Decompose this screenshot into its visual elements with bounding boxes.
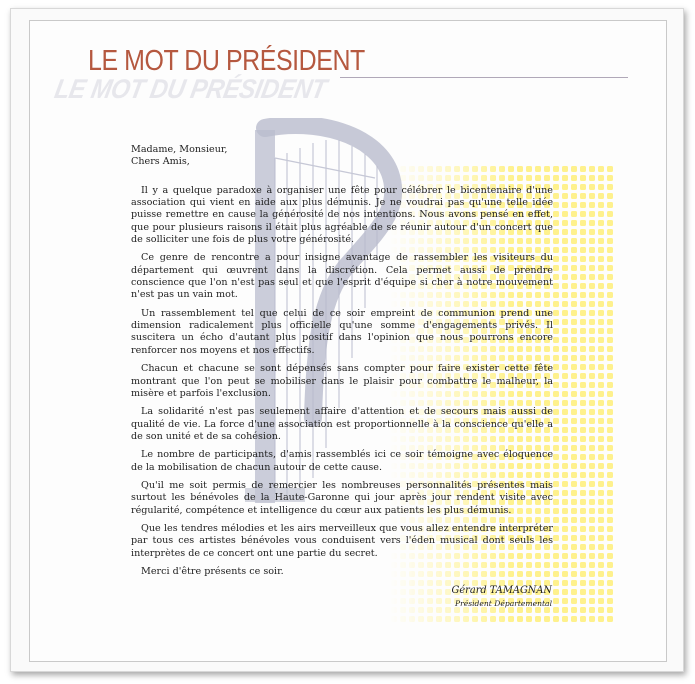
- title-divider: [340, 77, 628, 78]
- paragraph: Que les tendres mélodies et les airs merveilleux que vous allez entendre interpréter par tous ces artistes bénévoles vous conduisent vers l'éden musical dont seuls les interprètes de ce concert ont une partie du secret.: [131, 522, 553, 559]
- title-echo: LE MOT DU PRÉSIDENT: [52, 74, 329, 104]
- signer-role: Président Départemental: [454, 599, 552, 608]
- greeting-line: Madame, Monsieur,: [131, 144, 228, 155]
- paragraph: Le nombre de participants, d'amis rassemblés ici ce soir témoigne avec éloquence de la mobilisation de chacun autour de cette cause.: [131, 449, 553, 473]
- page-title: LE MOT DU PRÉSIDENT: [88, 45, 365, 77]
- paragraph: Chacun et chacune se sont dépensés sans compter pour faire exister cette fête montrant que l'on peut se mobiliser dans le plaisir pour combattre le malheur, la misère et parfois l'exclusion.: [131, 363, 553, 399]
- greeting-line: Chers Amis,: [131, 156, 190, 168]
- letter-body: [131, 144, 553, 584]
- paragraph: La solidarité n'est pas seulement affaire d'attention et de secours mais aussi de qualité de vie. La force d'une association est proportionnelle à la conscience qu'elle a de son unité et de sa cohésion.: [131, 406, 553, 442]
- paragraph: Ce genre de rencontre a pour insigne avantage de rassembler les visiteurs du département qui œuvrent dans la discrétion. Cela permet aussi de prendre conscience que l'on n'est pas seul et que l'esprit d'équipe si cher à notre mouvement n'est pas un vain mot.: [131, 252, 553, 301]
- signer-name: Gérard TAMAGNAN: [451, 585, 552, 596]
- paragraph: Un rassemblement tel que celui de ce soir empreint de communion prend une dimension radicalement plus officielle qu'une somme d'engagements privés. Il suscitera un écho d'autant plus positif dans l'opinion que nous pourrons encore renforcer nos moyens et nos effectifs.: [131, 307, 553, 356]
- paragraph: Qu'il me soit permis de remercier les nombreuses personnalités présentes mais surtout les bénévoles de la Haute-Garonne qui jour après jour rendent visite avec régularité, compétence et intelligence du cœur aux patients les plus démunis.: [131, 479, 553, 516]
- paragraph: Merci d'être présents ce soir.: [141, 565, 284, 577]
- signature: [452, 585, 552, 608]
- paragraph: Il y a quelque paradoxe à organiser une fête pour célébrer le bicentenaire d'une association qui vient en aide aux plus démunis. Je ne voudrai pas qu'une telle idée puisse remettre en cause la générosité de nos intentions. Nous avons pensé en effet, que pour plusieurs raisons il était plus agréable de se réunir autour d'un concert que de solliciter une fois de plus votre générosité.: [131, 184, 553, 246]
